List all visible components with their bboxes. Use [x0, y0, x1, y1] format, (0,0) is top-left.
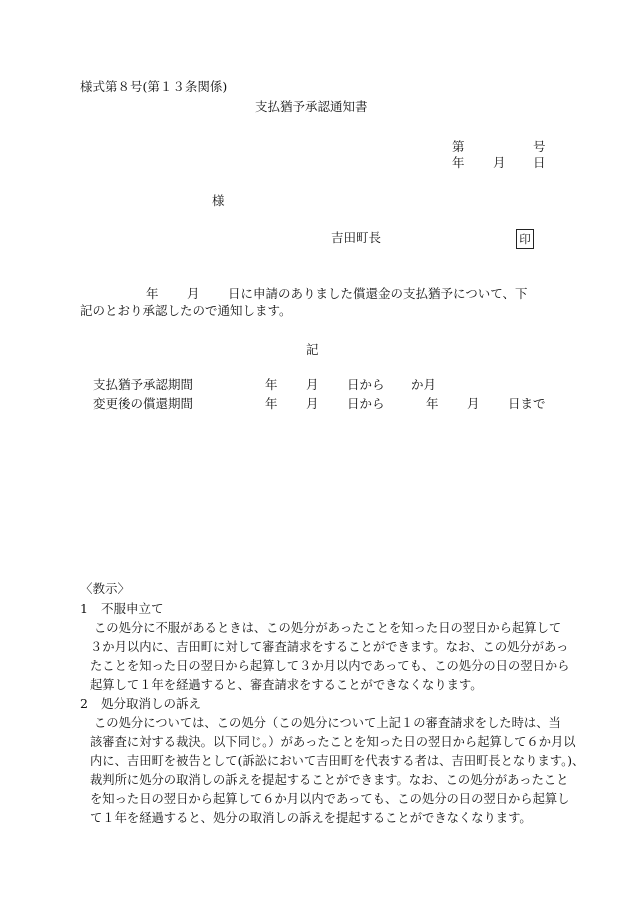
paragraph-line: を知った日の翌日から起算して６か月以内であっても、この処分の日の翌日から起算し: [90, 792, 570, 806]
row1-month: 月: [306, 377, 319, 392]
ki-heading: 記: [306, 342, 319, 357]
row1-year: 年: [265, 377, 278, 392]
row2-year-2: 年: [426, 396, 439, 411]
row2-month-2: 月: [467, 396, 480, 411]
section-2-paragraph: [80, 714, 585, 828]
body-month-label: 月: [187, 286, 200, 301]
paragraph-line: 内に、吉田町を被告として(訴訟において吉田町を代表する者は、吉田町長となります。)、: [90, 754, 585, 768]
body-text-line-2: 記のとおり承認したので通知します。: [80, 303, 292, 318]
section-1-paragraph: [80, 619, 570, 695]
row2-until: 日まで: [508, 396, 546, 411]
row-label-grace-period: 支払猶予承認期間: [93, 377, 194, 392]
paragraph-line: 該審査に対する裁決。以下同じ。）があったことを知った日の翌日から起算して６か月以: [90, 735, 576, 749]
seal-mark: 印: [516, 229, 534, 249]
addressee-suffix: 様: [212, 193, 225, 208]
section-2-number: 2: [80, 696, 88, 711]
paragraph-line: て１年を経過すると、処分の取消しの訴えを提起することができなくなります。: [90, 811, 532, 825]
row2-from: 日から: [347, 396, 385, 411]
doc-number-label: 第: [452, 139, 465, 154]
date-day-label: 日: [533, 155, 546, 170]
form-number: 様式第８号(第１３条関係): [80, 79, 228, 94]
section-1-title: 不服申立て: [101, 601, 164, 616]
row1-duration: か月: [411, 377, 437, 392]
row1-from: 日から: [347, 377, 385, 392]
body-year-label: 年: [146, 286, 159, 301]
date-year-label: 年: [452, 155, 465, 170]
section-1-number: 1: [80, 601, 88, 616]
paragraph-line: 起算して１年を経過すると、審査請求をすることができなくなります。: [90, 678, 483, 692]
doc-number-suffix: 号: [533, 139, 546, 154]
issuer-name: 吉田町長: [331, 230, 382, 245]
body-text-line-1: 日に申請のありました償還金の支払猶予について、下: [228, 286, 528, 301]
notice-heading: 〈教示〉: [80, 581, 131, 596]
paragraph-line: たことを知った日の翌日から起算して３か月以内であっても、この処分の日の翌日から: [90, 659, 570, 673]
paragraph-line: この処分については、この処分（この処分について上記１の審査請求をした時は、当: [94, 716, 561, 730]
paragraph-line: 裁判所に処分の取消しの訴えを提起することができます。なお、この処分があったこと: [90, 773, 569, 787]
row2-year: 年: [265, 396, 278, 411]
paragraph-line: この処分に不服があるときは、この処分があったことを知った日の翌日から起算して: [94, 621, 562, 635]
section-2-title: 処分取消しの訴え: [101, 696, 202, 711]
date-month-label: 月: [493, 155, 506, 170]
row2-month: 月: [306, 396, 319, 411]
paragraph-line: ３か月以内に、吉田町に対して審査請求をすることができます。なお、この処分があっ: [90, 640, 569, 654]
document-title: 支払猶予承認通知書: [255, 99, 368, 114]
row-label-repayment-period: 変更後の償還期間: [93, 396, 194, 411]
